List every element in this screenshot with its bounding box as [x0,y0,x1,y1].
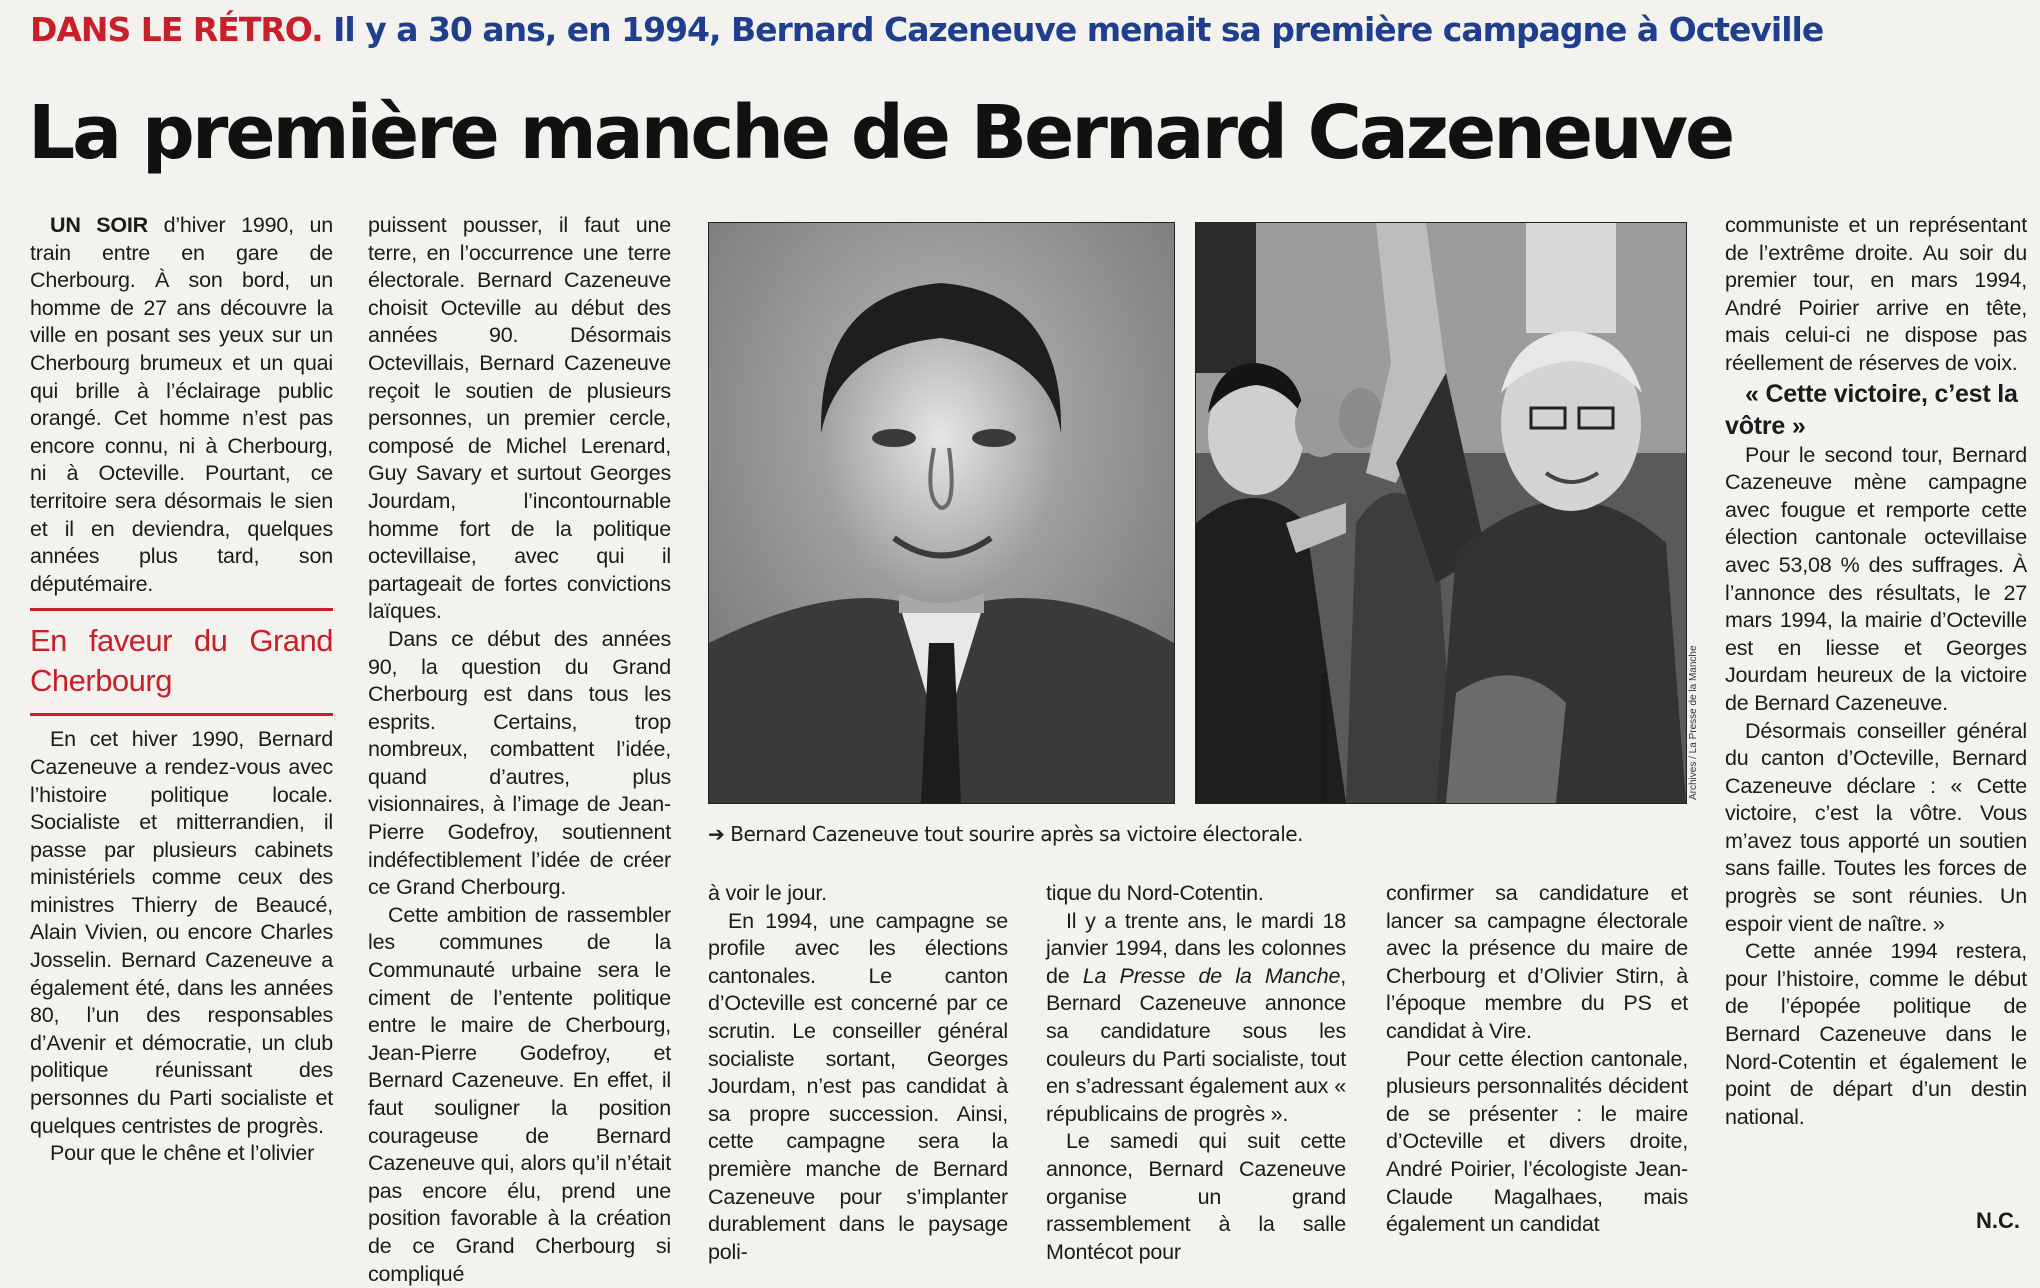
photo-caption [708,822,1688,846]
intro-paragraph [30,212,333,598]
paragraph: Cette ambition de rassembler les communes de la Communauté urbaine sera le ciment de l’entente politique entre le maire de Cherbourg, Jean-Pierre Godefroy, et Bernard Cazeneuve. En effet, il faut souligner la position courageuse de Bernard Cazeneuve qui, alors qu’il n’était pas encore élu, prend une position favorable à la création de ce Grand Cherbourg si compliqué [368,902,671,1286]
kicker-text: Il y a 30 ans, en 1994, Bernard Cazeneuve menait sa première campagne à Octeville [333,10,1824,49]
column-6 [1725,212,2027,1131]
subhead-grand-cherbourg: En faveur du Grand Cherbourg [30,623,333,699]
caption-text: Bernard Cazeneuve tout sourire après sa victoire électorale. [730,822,1303,846]
paragraph: En cet hiver 1990, Bernard Cazeneuve a rendez-vous avec l’histoire politique locale. Socialiste et mitterrandien, il passe par plusieurs cabinets ministériels comme ceux des ministres Thierry de Beaucé, Alain Vivien, ou encore Charles Josselin. Bernard Cazeneuve a également été, dans les années 80, l’un des responsables d’Avenir et démocratie, un club politique réunissant des personnes du Parti socialiste et quelques centristes de progrès. [30,727,333,1138]
paragraph: Désormais conseiller général du canton d’Octeville, Bernard Cazeneuve déclare : « Cette victoire, c’est la vôtre. Vous m’avez tous apporté un soutien sans faille. Toutes les forces de progrès se sont réunies. Un espoir vient de naître. » [1725,718,2027,936]
subhead-rule-bottom [30,713,333,716]
kicker-section: DANS LE RÉTRO. [30,10,323,49]
kicker [30,10,2010,49]
paragraph: Cette année 1994 restera, pour l’histoire, comme le début de l’épopée politique de Bernard Cazeneuve dans le Nord-Cotentin et également le point de départ d’un destin national. [1725,939,2027,1129]
lead-in: UN SOIR [50,213,148,237]
celebration-photo-graphic [1196,223,1686,803]
column-2 [368,212,671,1288]
photo-credit [1688,645,1708,800]
portrait-photo [708,222,1175,804]
paragraph: tique du Nord-Cotentin. [1046,881,1264,905]
paragraph: communiste et un représentant de l’extrême droite. Au soir du premier tour, en mars 1994, André Poirier arrive en tête, mais celui-ci ne dispose pas réellement de réserves de voix. [1725,213,2027,375]
paragraph-text: , Bernard Cazeneuve annonce sa candidature sous les couleurs du Parti socialiste, tout en s’adressant également aux « républicains de progrès ». [1046,963,1346,1126]
newspaper-name: La Presse de la Manche [1082,963,1341,988]
column-5 [1386,880,1688,1239]
author-signature: N.C. [1976,1208,2020,1233]
celebration-photo [1195,222,1687,804]
paragraph-text: Il y a trente ans, le mardi 18 janvier 1994, dans les colonnes de [1046,908,1346,988]
photo-credit-text: Archives / La Presse de la Manche [1688,645,1699,800]
column-3 [708,880,1008,1266]
column-4 [1046,880,1346,1266]
subhead-victoire: « Cette victoire, c’est la vôtre » [1725,379,2018,440]
column-1 [30,212,333,1168]
paragraph: Pour que le chêne et l’olivier [50,1141,315,1166]
paragraph: à voir le jour. [708,881,827,905]
subhead-rule-top [30,608,333,611]
paragraph: Pour cette élection cantonale, plusieurs personnalités décident de se présenter : le maire d’Octeville et divers droite, André Poirier, l’écologiste Jean-Claude Magalhaes, mais également un candidat [1386,1046,1688,1237]
paragraph [1046,908,1346,1129]
paragraph: confirmer sa candidature et lancer sa campagne électorale avec la présence du maire de Cherbourg et d’Olivier Stirn, à l’époque membre du PS et candidat à Vire. [1386,881,1688,1043]
paragraph: Pour le second tour, Bernard Cazeneuve mène campagne avec fougue et remporte cette élection cantonale octevillaise avec 53,08 % des suffrages. À l’annonce des résultats, le 27 mars 1994, la mairie d’Octeville est en liesse et Georges Jourdam heureux de la victoire de Bernard Cazeneuve. [1725,442,2027,715]
paragraph: puissent pousser, il faut une terre, en l’occurrence une terre électorale. Bernard Cazeneuve choisit Octeville au début des années 90. Désormais Octevillais, Bernard Cazeneuve reçoit le soutien de plusieurs personnes, un premier cercle, composé de Michel Lerenard, Guy Savary et surtout Georges Jourdam, l’incontournable homme fort de la politique octevillaise, avec qui il partageait de fortes convictions laïques. [368,213,671,624]
portrait-photo-graphic [709,223,1174,803]
paragraph: Dans ce début des années 90, la question du Grand Cherbourg est dans tous les esprits. Certains, trop nombreux, combattent l’idée, quand d’autres, plus visionnaires, à l’image de Jean-Pierre Godefroy, soutiennent indéfectiblement l’idée de créer ce Grand Cherbourg. [368,626,671,900]
paragraph: En 1994, une campagne se profile avec les élections cantonales. Le canton d’Octeville est concerné par ce scrutin. Le conseiller général socialiste sortant, Georges Jourdam, n’est pas candidat à sa propre succession. Ainsi, cette campagne sera la première manche de Bernard Cazeneuve pour s’implanter durablement dans le paysage poli- [708,908,1008,1264]
arrow-icon: ➔ [708,822,725,846]
intro-text: d’hiver 1990, un train entre en gare de Cherbourg. À son bord, un homme de 27 ans découvre la ville en posant ses yeux sur un Cherbourg brumeux et un quai qui brille à l’éclairage public orangé. Cet homme n’est pas encore connu, ni à Cherbourg, ni à Octeville. Pourtant, ce territoire sera désormais le sien et il en deviendra, quelques années plus tard, son députémaire. [30,213,333,596]
headline: La première manche de Bernard Cazeneuve [28,90,1733,176]
paragraph: Le samedi qui suit cette annonce, Bernard Cazeneuve organise un grand rassemblement à la salle Montécot pour [1046,1129,1346,1264]
